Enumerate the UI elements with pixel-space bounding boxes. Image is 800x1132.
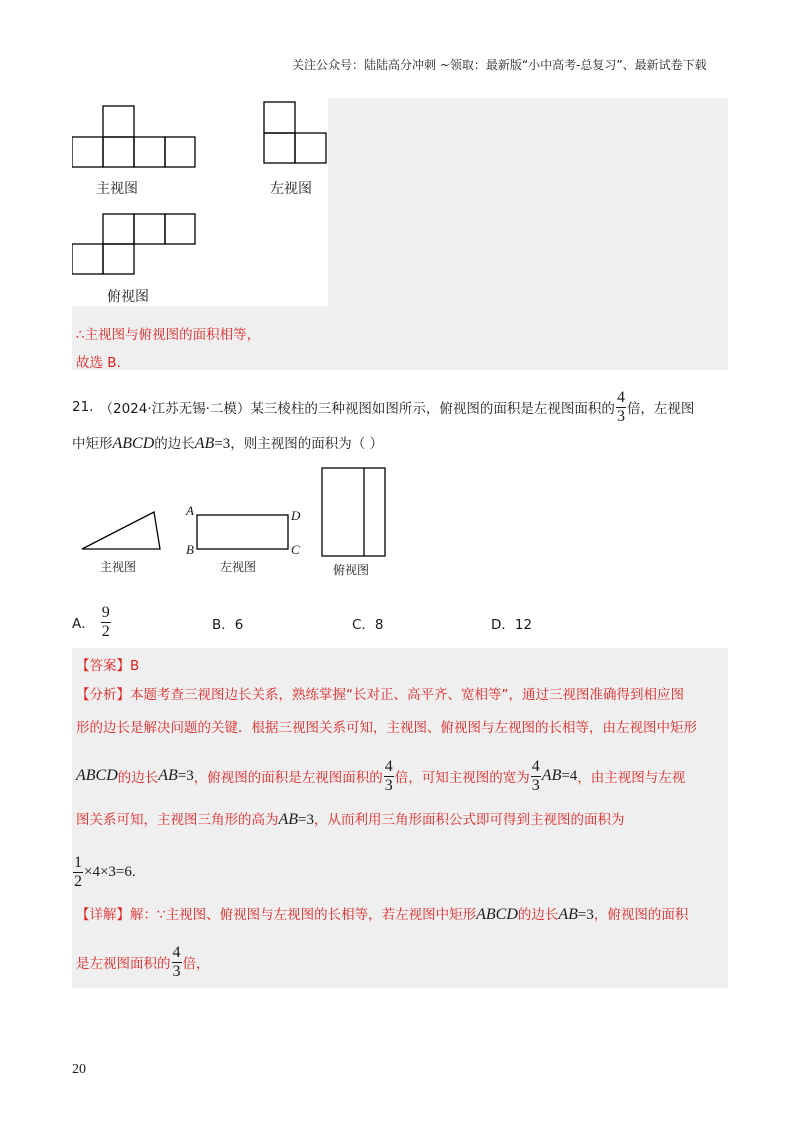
choice-a-den: 2 [101,622,110,640]
vertex-a: A [186,503,194,518]
q21-top-view-rectangle [322,468,385,556]
q21-text5: ，则主视图的面积为（ ） [230,436,384,452]
detail-ab: AB [558,906,578,923]
choice-a-num: 9 [101,603,110,621]
detail-line2 [76,942,210,982]
analysis-text1: 本题考查三视图边长关系，熟练掌握“长对正、高平齐、宽相等”，通过三视图准确得到相应图 [130,687,684,703]
front-view-top-square [103,106,134,137]
detail-line1 [76,903,688,924]
vertex-b: B [186,542,194,557]
analysis-line5 [72,852,136,892]
a3-t1: 的边长 [117,770,159,786]
a3-abcd: ABCD [76,767,118,784]
q21-text4: 的边长 [154,436,195,452]
choice-a-label: A． [72,616,95,632]
a3-fraction-2 [531,758,541,795]
d2-den: 3 [172,962,181,980]
analysis-line4 [76,808,625,829]
detail-t3: ，俯视图的面积 [593,907,689,923]
top-view-square [72,244,103,274]
d2-t1: 是左视图面积的 [76,956,171,972]
prev-top-view-label: 俯视图 [107,289,149,305]
a3-ab2: AB [541,767,562,784]
q21-number: 21. [72,399,94,415]
left-view-square [295,133,326,163]
q21-line2 [72,432,383,453]
front-view-square [165,137,195,167]
front-view-square [103,137,134,167]
analysis-line2: 形的边长是解决问题的关键．根据三视图关系可知，主视图、俯视图与左视图的长相等，由左视图中矩形 [76,720,697,736]
choice-b[interactable]: B．6 [212,617,244,633]
a3-t2: ，俯视图的面积是左视图面积的 [193,770,383,786]
q21-source: （2024·江苏无锡·二模） [99,401,251,417]
a4-t2: ，从而利用三角形面积公式即可得到主视图的面积为 [314,812,625,828]
analysis-tag: 【分析】 [76,687,130,703]
top-view-square [165,214,195,244]
front-view-square [72,137,103,167]
detail-tag: 【详解】 [76,907,130,923]
d2-num: 4 [172,943,181,961]
a3-frac-num: 4 [384,757,393,775]
d2-fraction [172,944,182,981]
left-view-square [264,133,295,163]
a3-frac2-num: 4 [531,757,540,775]
a3-frac2-den: 3 [531,776,540,794]
q21-text1: 某三棱柱的三种视图如图所示，俯视图的面积是左视图面积的 [250,401,615,417]
a3-fraction [384,758,394,795]
top-view-square [134,214,165,244]
analysis-line1 [76,683,684,703]
d2-t2: 倍， [182,956,210,972]
a5-num: 1 [74,853,82,871]
detail-t2: 的边长 [517,907,559,923]
vertex-c: C [291,542,300,557]
a5-fraction [73,854,83,891]
a5-text: ×4×3=6. [84,863,136,880]
a3-t3: 倍，可知主视图的宽为 [394,770,530,786]
prev-three-views-figure [72,98,328,306]
analysis-line3 [76,756,685,796]
q21-front-view-label: 主视图 [100,560,137,574]
prev-left-view-label: 左视图 [270,181,312,197]
q21-eq3: =3 [214,436,231,452]
q21-left-view-rectangle [197,515,288,549]
left-view-square [264,102,295,133]
q21-front-view-triangle [82,512,160,549]
a3-t4: ，由主视图与左视 [577,770,686,786]
top-view-square [103,244,134,274]
q21-text2: 倍，左视图 [626,401,695,417]
prev-conclusion: ∴主视图与俯视图的面积相等， [76,327,261,343]
q21-fraction [616,389,626,426]
q21-text3: 中矩形 [72,436,113,452]
q21-line1 [72,387,694,427]
a3-ab: AB [158,767,178,784]
prev-choose: 故选 B. [76,355,121,371]
a3-eq2: =4 [561,767,578,784]
answer-label: 【答案】B [76,658,140,674]
vertex-d: D [291,508,301,523]
front-view-square [134,137,165,167]
choice-a[interactable] [72,602,112,642]
a4-t1: 图关系可知，主视图三角形的高为 [76,812,279,828]
a3-frac-den: 3 [384,776,393,794]
a5-den: 2 [74,872,82,890]
q21-frac-den: 3 [616,407,625,425]
q21-abcd: ABCD [112,435,155,452]
header-banner: 关注公众号：陆陆高分冲刺 ~领取：最新版“小中高考-总复习”、最新试卷下载 [292,58,707,72]
detail-eq: =3 [577,907,594,923]
a4-ab: AB [278,811,299,828]
top-view-square [103,214,134,244]
a4-eq: =3 [298,812,315,828]
choice-c[interactable]: C．8 [352,617,384,633]
a3-eq: =3 [177,767,194,784]
q21-top-view-label: 俯视图 [333,563,370,577]
choice-d[interactable]: D．12 [491,617,533,633]
detail-abcd: ABCD [476,906,518,923]
q21-frac-num: 4 [616,388,625,406]
prev-front-view-label: 主视图 [96,181,138,197]
q21-three-views-figure [72,460,402,560]
detail-t1: 解：∵主视图、俯视图与左视图的长相等，若左视图中矩形 [130,907,477,923]
q21-left-view-label: 左视图 [220,560,257,574]
page-number: 20 [72,1062,86,1077]
choice-a-fraction [101,604,111,641]
q21-ab: AB [194,435,215,452]
